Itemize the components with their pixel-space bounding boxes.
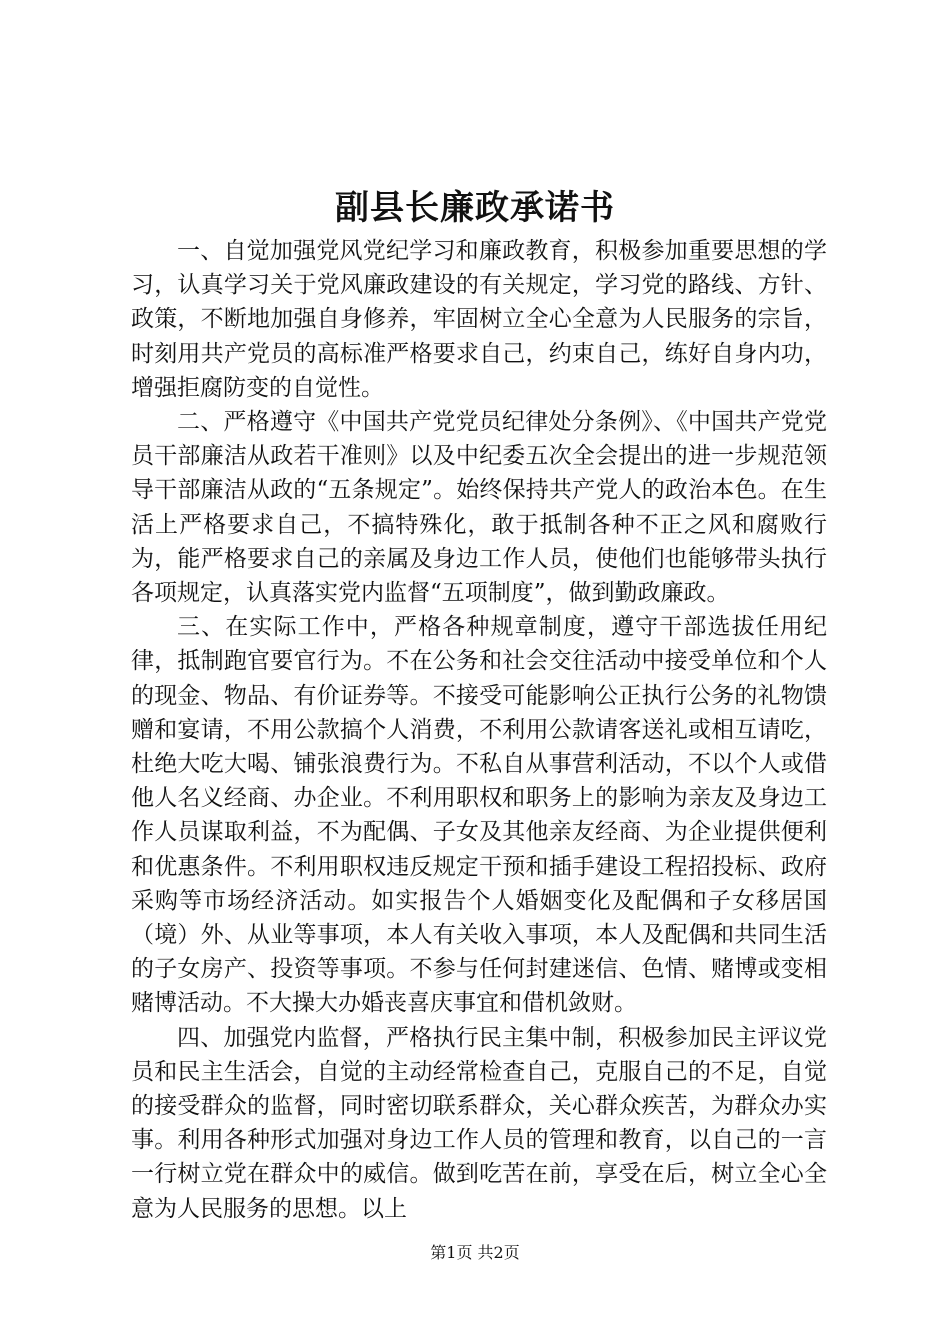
paragraph-2: 二、严格遵守《中国共产党党员纪律处分条例》、《中国共产党党员干部廉洁从政若干准则》以及中纪委五次全会提出的进一步规范领导干部廉洁从政的“五条规定”。始终保持共产党人的政治本色。在生活上严格要求自己，不搞特殊化，敢于抵制各种不正之风和腐败行为，能严格要求自己的亲属及身边工作人员，使他们也能够带头执行各项规定，认真落实党内监督“五项制度”，做到勤政廉政。 [131,409,827,607]
document-body [131,234,827,1226]
paragraph-4: 四、加强党内监督，严格执行民主集中制，积极参加民主评议党员和民主生活会，自觉的主动经常检查自己，克服自己的不足，自觉的接受群众的监督，同时密切联系群众，关心群众疾苦，为群众办实事。利用各种形式加强对身边工作人员的管理和教育，以自己的一言一行树立党在群众中的威信。做到吃苦在前，享受在后，树立全心全意为人民服务的思想。以上 [131,1024,827,1222]
document-title: 副县长廉政承诺书 [335,188,615,228]
paragraph-3: 三、在实际工作中，严格各种规章制度，遵守干部选拔任用纪律，抵制跑官要官行为。不在公务和社会交往活动中接受单位和个人的现金、物品、有价证券等。不接受可能影响公正执行公务的礼物馈赠和宴请，不用公款搞个人消费，不利用公款请客送礼或相互请吃，杜绝大吃大喝、铺张浪费行为。不私自从事营利活动，不以个人或借他人名义经商、办企业。不利用职权和职务上的影响为亲友及身边工作人员谋取利益，不为配偶、子女及其他亲友经商、为企业提供便利和优惠条件。不利用职权违反规定干预和插手建设工程招投标、政府采购等市场经济活动。如实报告个人婚姻变化及配偶和子女移居国（境）外、从业等事项，本人有关收入事项，本人及配偶和共同生活的子女房产、投资等事项。不参与任何封建迷信、色情、赌博或变相赌博活动。不大操大办婚丧喜庆事宜和借机敛财。 [131,614,827,1017]
paragraph-1: 一、自觉加强党风党纪学习和廉政教育，积极参加重要思想的学习，认真学习关于党风廉政建设的有关规定，学习党的路线、方针、政策，不断地加强自身修养，牢固树立全心全意为人民服务的宗旨，时刻用共产党员的高标准严格要求自己，约束自己，练好自身内功，增强拒腐防变的自觉性。 [131,238,827,401]
page-footer: 第1页 共2页 [430,1243,520,1262]
